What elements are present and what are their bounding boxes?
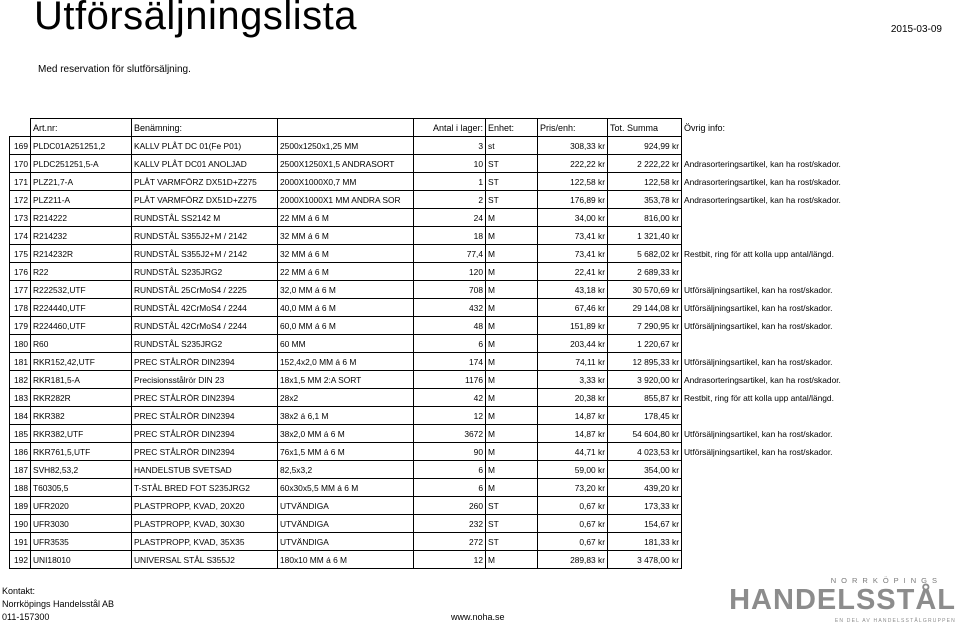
table-cell: 154,67 kr (608, 515, 682, 533)
table-cell: 439,20 kr (608, 479, 682, 497)
table-cell: 4 023,53 kr (608, 443, 682, 461)
table-cell: M (486, 227, 538, 245)
row-number: 179 (10, 317, 31, 335)
table-cell: 232 (414, 515, 486, 533)
table-cell: 59,00 kr (538, 461, 608, 479)
table-cell: 2 222,22 kr (608, 155, 682, 173)
table-cell: 2500x1250x1,25 MM (278, 137, 414, 155)
table-row (10, 263, 682, 281)
table-cell: 73,41 kr (538, 245, 608, 263)
row-number: 174 (10, 227, 31, 245)
table-cell: 18x1,5 MM 2:A SORT (278, 371, 414, 389)
table-cell: 32,0 MM á 6 M (278, 281, 414, 299)
table-row (10, 461, 682, 479)
table-cell: PREC STÅLRÖR DIN2394 (132, 443, 278, 461)
table-cell: 5 682,02 kr (608, 245, 682, 263)
table-cell: RUNDSTÅL S235JRG2 (132, 335, 278, 353)
table-cell: UTVÄNDIGA (278, 497, 414, 515)
table-cell: 90 (414, 443, 486, 461)
table-cell: 173,33 kr (608, 497, 682, 515)
table-header-row: Art.nr: Benämning: Antal i lager: Enhet: Pris/enh: Tot. Summa Övrig info: (10, 119, 682, 137)
table-cell: M (486, 209, 538, 227)
table-cell: M (486, 263, 538, 281)
table-cell: 73,41 kr (538, 227, 608, 245)
table-cell: M (486, 281, 538, 299)
table-cell: M (486, 245, 538, 263)
table-cell: 10 (414, 155, 486, 173)
table-cell: 6 (414, 479, 486, 497)
table-cell: SVH82,53,2 (31, 461, 132, 479)
table-cell: M (486, 443, 538, 461)
table-cell: 855,87 kr (608, 389, 682, 407)
table-row: 183 RKR282R PREC STÅLRÖR DIN2394 28x2 42 M 20,38 kr 855,87 kr Restbit, ring för att kolla upp antal/längd. (10, 389, 682, 407)
table-cell: Precisionsstålrör DIN 23 (132, 371, 278, 389)
table-cell: 24 (414, 209, 486, 227)
reservation-note: Med reservation för slutförsäljning. (38, 64, 191, 75)
table-row: 175 R214232R RUNDSTÅL S355J2+M / 2142 32 MM á 6 M 77,4 M 73,41 kr 5 682,02 kr Restbit, ring för att kolla upp antal/längd. (10, 245, 682, 263)
table-cell: PLASTPROPP, KVAD, 30X30 (132, 515, 278, 533)
table-cell: RUNDSTÅL S355J2+M / 2142 (132, 245, 278, 263)
table-cell: 6 (414, 461, 486, 479)
table-cell: 3672 (414, 425, 486, 443)
table-cell: 1 220,67 kr (608, 335, 682, 353)
table-cell: 122,58 kr (538, 173, 608, 191)
table-cell: RUNDSTÅL S355J2+M / 2142 (132, 227, 278, 245)
table-cell: UTVÄNDIGA (278, 533, 414, 551)
table-cell: 354,00 kr (608, 461, 682, 479)
table-cell: 32 MM á 6 M (278, 227, 414, 245)
table-cell: RUNDSTÅL SS2142 M (132, 209, 278, 227)
table-cell: 432 (414, 299, 486, 317)
row-number: 189 (10, 497, 31, 515)
page-title: Utförsäljningslista (34, 0, 357, 38)
table-cell: 74,11 kr (538, 353, 608, 371)
table-cell: R22 (31, 263, 132, 281)
sales-table (9, 118, 841, 569)
row-number: 188 (10, 479, 31, 497)
table-cell: 1 321,40 kr (608, 227, 682, 245)
table-cell: KALLV PLÅT DC01 ANOLJAD (132, 155, 278, 173)
table-cell: PLDC01A251251,2 (31, 137, 132, 155)
table-cell: RUNDSTÅL 42CrMoS4 / 2244 (132, 317, 278, 335)
table-row: 181 RKR152,42,UTF PREC STÅLRÖR DIN2394 152,4x2,0 MM á 6 M 174 M 74,11 kr 12 895,33 kr Utförsäljningsartikel, kan ha rost/skador. (10, 353, 682, 371)
table-cell: 6 (414, 335, 486, 353)
table-cell: 32 MM á 6 M (278, 245, 414, 263)
table-cell: 2500X1250X1,5 ANDRASORT (278, 155, 414, 173)
row-number: 170 (10, 155, 31, 173)
table-cell: R214232R (31, 245, 132, 263)
table-row (10, 137, 682, 155)
table-cell: 77,4 (414, 245, 486, 263)
table-cell: M (486, 425, 538, 443)
table-cell: 353,78 kr (608, 191, 682, 209)
row-number: 181 (10, 353, 31, 371)
table-cell: PLASTPROPP, KVAD, 20X20 (132, 497, 278, 515)
table-cell: 18 (414, 227, 486, 245)
table-cell: 67,46 kr (538, 299, 608, 317)
table-cell: 0,67 kr (538, 497, 608, 515)
table-cell: 40,0 MM á 6 M (278, 299, 414, 317)
table-cell: 60,0 MM á 6 M (278, 317, 414, 335)
table-cell: 48 (414, 317, 486, 335)
table-cell: PREC STÅLRÖR DIN2394 (132, 425, 278, 443)
table-cell: PREC STÅLRÖR DIN2394 (132, 407, 278, 425)
table-cell: M (486, 479, 538, 497)
table-cell: ST (486, 533, 538, 551)
table-cell: RKR181,5-A (31, 371, 132, 389)
table-cell: 14,87 kr (538, 425, 608, 443)
table-row (10, 479, 682, 497)
table-cell: PLZ211-A (31, 191, 132, 209)
table-row: 179 R224460,UTF RUNDSTÅL 42CrMoS4 / 2244 60,0 MM á 6 M 48 M 151,89 kr 7 290,95 kr Utförsäljningsartikel, kan ha rost/skador. (10, 317, 682, 335)
table-cell: UFR2020 (31, 497, 132, 515)
table-cell: 0,67 kr (538, 533, 608, 551)
table-row: 178 R224440,UTF RUNDSTÅL 42CrMoS4 / 2244 40,0 MM á 6 M 432 M 67,46 kr 29 144,08 kr Utförsäljningsartikel, kan ha rost/skador. (10, 299, 682, 317)
table-row: 177 R222532,UTF RUNDSTÅL 25CrMoS4 / 2225 32,0 MM á 6 M 708 M 43,18 kr 30 570,69 kr Utförsäljningsartikel, kan ha rost/skador. (10, 281, 682, 299)
table-cell: M (486, 335, 538, 353)
table-cell: 44,71 kr (538, 443, 608, 461)
logo-main-text: HANDELSSTÅL (729, 584, 956, 616)
contact-block (2, 585, 114, 624)
table-cell: M (486, 551, 538, 569)
logo-top-text: NORRKÖPINGS (830, 576, 942, 585)
header-cell: Antal i lager: (414, 119, 486, 137)
row-number: 182 (10, 371, 31, 389)
table-cell: ST (486, 515, 538, 533)
table-cell: PLASTPROPP, KVAD, 35X35 (132, 533, 278, 551)
row-number: 169 (10, 137, 31, 155)
table-cell: 22 MM á 6 M (278, 263, 414, 281)
table-cell: M (486, 389, 538, 407)
table-cell: 34,00 kr (538, 209, 608, 227)
table-row: 186 RKR761,5,UTF PREC STÅLRÖR DIN2394 76x1,5 MM á 6 M 90 M 44,71 kr 4 023,53 kr Utförsäljningsartikel, kan ha rost/skador. (10, 443, 682, 461)
table-cell: RUNDSTÅL S235JRG2 (132, 263, 278, 281)
table-cell: 12 (414, 407, 486, 425)
table-cell: 73,20 kr (538, 479, 608, 497)
table-cell: 120 (414, 263, 486, 281)
table-cell: 29 144,08 kr (608, 299, 682, 317)
row-number: 184 (10, 407, 31, 425)
table-cell: 20,38 kr (538, 389, 608, 407)
table-cell: 54 604,80 kr (608, 425, 682, 443)
table-cell: 178,45 kr (608, 407, 682, 425)
table-cell: 60 MM (278, 335, 414, 353)
table-cell: 43,18 kr (538, 281, 608, 299)
company-logo (729, 576, 956, 628)
date-label: 2015-03-09 (890, 24, 942, 35)
header-cell: Enhet: (486, 119, 538, 137)
table-cell: 22,41 kr (538, 263, 608, 281)
row-number: 186 (10, 443, 31, 461)
table-cell: M (486, 299, 538, 317)
table-cell: R224460,UTF (31, 317, 132, 335)
row-number: 171 (10, 173, 31, 191)
header-cell (278, 119, 414, 137)
table-cell: 289,83 kr (538, 551, 608, 569)
table-cell: PREC STÅLRÖR DIN2394 (132, 389, 278, 407)
row-number: 175 (10, 245, 31, 263)
table-row (10, 209, 682, 227)
header-cell: Benämning: (132, 119, 278, 137)
table-row (10, 227, 682, 245)
table-cell: 7 290,95 kr (608, 317, 682, 335)
table-cell: st (486, 137, 538, 155)
table-row: 172 PLZ211-A PLÅT VARMFÖRZ DX51D+Z275 2000X1000X1 MM ANDRA SOR 2 ST 176,89 kr 353,78 kr Andrasorteringsartikel, kan ha rost/skador. (10, 191, 682, 209)
header-cell: Art.nr: (31, 119, 132, 137)
row-number: 191 (10, 533, 31, 551)
table-cell: 1 (414, 173, 486, 191)
table-cell: 82,5x3,2 (278, 461, 414, 479)
table-cell: 14,87 kr (538, 407, 608, 425)
table-cell: 151,89 kr (538, 317, 608, 335)
header-cell (10, 119, 31, 137)
table-cell: T-STÅL BRED FOT S235JRG2 (132, 479, 278, 497)
table-cell: 176,89 kr (538, 191, 608, 209)
table-cell: 38x2,0 MM á 6 M (278, 425, 414, 443)
table-cell: RKR382 (31, 407, 132, 425)
table-cell: 22 MM á 6 M (278, 209, 414, 227)
table-cell: R60 (31, 335, 132, 353)
table-cell: R214222 (31, 209, 132, 227)
table-cell: 924,99 kr (608, 137, 682, 155)
table-row (10, 497, 682, 515)
table-cell: UNIVERSAL STÅL S355J2 (132, 551, 278, 569)
table-cell: PLÅT VARMFÖRZ DX51D+Z275 (132, 191, 278, 209)
table-cell: R222532,UTF (31, 281, 132, 299)
table-cell: 260 (414, 497, 486, 515)
table-cell: 42 (414, 389, 486, 407)
row-number: 172 (10, 191, 31, 209)
table-cell: KALLV PLÅT DC 01(Fe P01) (132, 137, 278, 155)
contact-label: Kontakt: (2, 586, 36, 596)
row-number: 190 (10, 515, 31, 533)
table-cell: M (486, 317, 538, 335)
table-cell: PLÅT VARMFÖRZ DX51D+Z275 (132, 173, 278, 191)
table-cell: 0,67 kr (538, 515, 608, 533)
table-cell: 12 (414, 551, 486, 569)
table-cell: 174 (414, 353, 486, 371)
table-row (10, 551, 682, 569)
row-number: 192 (10, 551, 31, 569)
table-cell: ST (486, 497, 538, 515)
table-row: 171 PLZ21,7-A PLÅT VARMFÖRZ DX51D+Z275 2000X1000X0,7 MM 1 ST 122,58 kr 122,58 kr Andrasorteringsartikel, kan ha rost/skador. (10, 173, 682, 191)
phone-number: 011-157300 (2, 612, 50, 622)
row-number: 180 (10, 335, 31, 353)
table-cell: 30 570,69 kr (608, 281, 682, 299)
table-cell: T60305,5 (31, 479, 132, 497)
table-cell: 203,44 kr (538, 335, 608, 353)
table-cell: 2000X1000X1 MM ANDRA SOR (278, 191, 414, 209)
table-row: 182 RKR181,5-A Precisionsstålrör DIN 23 18x1,5 MM 2:A SORT 1176 M 3,33 kr 3 920,00 kr Andrasorteringsartikel, kan ha rost/skador. (10, 371, 682, 389)
table-cell: 308,33 kr (538, 137, 608, 155)
table-cell: RKR382,UTF (31, 425, 132, 443)
table-row: 170 PLDC251251,5-A KALLV PLÅT DC01 ANOLJAD 2500X1250X1,5 ANDRASORT 10 ST 222,22 kr 2 222,22 kr Andrasorteringsartikel, kan ha rost/skador. (10, 155, 682, 173)
table-cell: RUNDSTÅL 25CrMoS4 / 2225 (132, 281, 278, 299)
table-cell: 3 (414, 137, 486, 155)
table-cell: 2 689,33 kr (608, 263, 682, 281)
website-link[interactable]: www.noha.se (451, 612, 505, 622)
table-cell: PLDC251251,5-A (31, 155, 132, 173)
table-cell: 1176 (414, 371, 486, 389)
table-cell: 3 478,00 kr (608, 551, 682, 569)
table-cell: 60x30x5,5 MM á 6 M (278, 479, 414, 497)
row-number: 185 (10, 425, 31, 443)
row-number: 176 (10, 263, 31, 281)
row-number: 173 (10, 209, 31, 227)
table-cell: 181,33 kr (608, 533, 682, 551)
table-cell: 38x2 á 6,1 M (278, 407, 414, 425)
table-cell: 708 (414, 281, 486, 299)
row-number: 177 (10, 281, 31, 299)
table-cell: 272 (414, 533, 486, 551)
table-cell: UFR3535 (31, 533, 132, 551)
company-name: Norrköpings Handelsstål AB (2, 599, 115, 609)
table-cell: UFR3030 (31, 515, 132, 533)
table-cell: 180x10 MM á 6 M (278, 551, 414, 569)
table-cell: PREC STÅLRÖR DIN2394 (132, 353, 278, 371)
table-cell: 28x2 (278, 389, 414, 407)
table-cell: 222,22 kr (538, 155, 608, 173)
row-number: 178 (10, 299, 31, 317)
table-cell: 152,4x2,0 MM á 6 M (278, 353, 414, 371)
table-row (10, 533, 682, 551)
table-cell: 12 895,33 kr (608, 353, 682, 371)
table-cell: RUNDSTÅL 42CrMoS4 / 2244 (132, 299, 278, 317)
table-row: 185 RKR382,UTF PREC STÅLRÖR DIN2394 38x2,0 MM á 6 M 3672 M 14,87 kr 54 604,80 kr Utförsäljningsartikel, kan ha rost/skador. (10, 425, 682, 443)
table-cell: RKR152,42,UTF (31, 353, 132, 371)
table-cell: RKR282R (31, 389, 132, 407)
header-cell: Tot. Summa (608, 119, 682, 137)
table-cell: M (486, 461, 538, 479)
table-cell: UNI18010 (31, 551, 132, 569)
table-cell: 2 (414, 191, 486, 209)
table-cell: UTVÄNDIGA (278, 515, 414, 533)
table-cell: M (486, 371, 538, 389)
table-cell: ST (486, 191, 538, 209)
table-cell: 2000X1000X0,7 MM (278, 173, 414, 191)
table-row (10, 515, 682, 533)
table-row (10, 335, 682, 353)
logo-sub-text: EN DEL AV HANDELSSTÅLGRUPPEN (834, 618, 956, 624)
table-cell: R224440,UTF (31, 299, 132, 317)
table-cell: HANDELSTUB SVETSAD (132, 461, 278, 479)
table-cell: ST (486, 155, 538, 173)
table-cell: 76x1,5 MM á 6 M (278, 443, 414, 461)
table-cell: M (486, 407, 538, 425)
table-cell: 3 920,00 kr (608, 371, 682, 389)
table-cell: 816,00 kr (608, 209, 682, 227)
table-cell: M (486, 353, 538, 371)
table-cell: R214232 (31, 227, 132, 245)
table-row (10, 407, 682, 425)
table-cell: RKR761,5,UTF (31, 443, 132, 461)
table-cell: 122,58 kr (608, 173, 682, 191)
table-cell: 3,33 kr (538, 371, 608, 389)
table-cell: ST (486, 173, 538, 191)
row-number: 187 (10, 461, 31, 479)
table-cell: PLZ21,7-A (31, 173, 132, 191)
row-number: 183 (10, 389, 31, 407)
header-cell: Pris/enh: (538, 119, 608, 137)
